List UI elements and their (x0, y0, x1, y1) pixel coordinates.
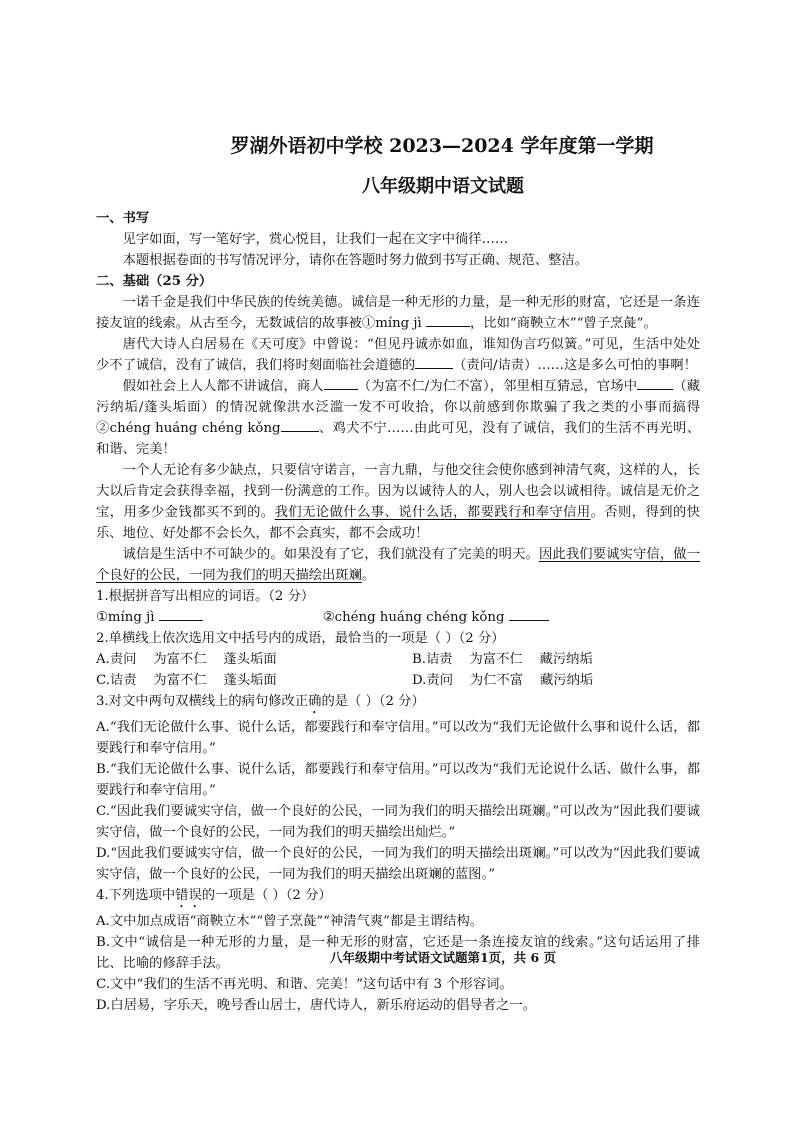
answer-blank[interactable] (281, 418, 319, 432)
passage-text: 诚信是生活中不可缺少的。如果没有了它，我们就没有了完美的明天。 (122, 547, 539, 562)
option-c[interactable]: C.文中“我们的生活不再光明、和谐、完美！”这句话中有 3 个形容词。 (96, 977, 513, 992)
option-d[interactable]: D.责问 为仁不富 藏污纳垢 (412, 673, 594, 688)
passage-text: 、鸡犬不宁……由此可见，没有了诚信，我们的生活不再光明、和谐、完美！ (96, 421, 700, 457)
section-2-heading: 二、基础（25 分） (96, 274, 213, 289)
section-1-para-2: 本题根据卷面的书写情况评分，请你在答题时努力做到书写正确、规范、整洁。 (122, 253, 588, 268)
option-d[interactable]: D.白居易，字乐天，晚号香山居士，唐代诗人，新乐府运动的倡导者之一。 (96, 998, 536, 1013)
passage-para-1 (96, 292, 700, 334)
passage-text: ，比如“商鞅立木”“曾子烹彘”。 (470, 316, 657, 331)
question-text: 3.对文中两句双横线上的病句修改正 (96, 694, 309, 709)
exam-body (96, 208, 700, 1016)
double-underlined-sentence: 因此我们要诚实守信，做一个良好的公民，一同为我们的明天描绘出斑斓 (96, 547, 701, 583)
exam-title: 罗湖外语初中学校 2023—2024 学年度第一学期 (230, 135, 654, 157)
option-c[interactable]: C.“因此我们要诚实守信，做一个良好的公民，一同为我们的明天描绘出斑斓。”可以改为“因此我们要诚实守信，做一个良好的公民，一同为我们的明天描绘出灿烂。” (96, 804, 700, 840)
emphasized-text: 错误 (175, 888, 202, 903)
question-2-options-row-1 (96, 649, 700, 670)
passage-text: 一诺千金是我们中华民族的传统美德。诚信是一种无形的力量，是一种无形的财富，它还是一条连接友谊的线索。从古至今，无数诚信的故事被①míng jì (96, 295, 700, 331)
section-1-para-1: 见字如面，写一笔好字，赏心悦目，让我们一起在文字中徜徉…… (122, 232, 509, 247)
pinyin-label: ①míng jì (96, 610, 155, 625)
answer-blank[interactable] (426, 313, 470, 327)
option-b[interactable]: B.“我们无论做什么事、说什么话，都要践行和奉守信用。”可以改为“我们无论说什么话、做什么事，都要践行和奉守信用。” (96, 762, 700, 798)
passage-para-2 (96, 334, 700, 376)
option-b[interactable]: B.诘责 为富不仁 藏污纳垢 (412, 652, 593, 667)
answer-blank[interactable] (415, 355, 453, 369)
passage-para-3 (96, 376, 700, 460)
question-1-answers (96, 607, 700, 628)
option-a[interactable]: A.“我们无论做什么事、说什么话，都要践行和奉守信用。”可以改为“我们无论做什么事和说什么话，都要践行和奉守信用。” (96, 720, 700, 756)
passage-para-5 (96, 544, 700, 586)
option-a[interactable]: A.文中加点成语“商鞅立木”“曾子烹彘”“神清气爽”都是主谓结构。 (96, 914, 484, 929)
passage-text: （为富不仁/为仁不富），邻里相互猜忌，官场中 (357, 379, 638, 394)
passage-para-4 (96, 460, 700, 544)
page-footer: 八年级期中考试语文试题第1页，共 6 页 (329, 950, 557, 965)
exam-subtitle: 八年级期中语文试题 (362, 176, 524, 197)
question-4-stem (96, 885, 700, 911)
passage-text: 唐代大诗人白居易在《天可度》中曾说：“但见丹诚赤如血，谁知伪言巧似簧。”可见，生活中处处少不了诚信，没有了诚信，我们将时刻面临社会道德的 (96, 337, 700, 373)
question-2-stem: 2.单横线上依次选用文中括号内的成语，最恰当的一项是（ ）（2 分） (96, 631, 505, 646)
answer-blank[interactable] (159, 607, 203, 621)
emphasized-text: 确 (308, 694, 322, 709)
option-c[interactable]: C.诘责 为富不仁 蓬头垢面 (96, 673, 277, 688)
question-text: 的一项是（ ）（2 分） (201, 888, 332, 903)
answer-blank[interactable] (637, 376, 673, 390)
passage-text: 假如社会上人人都不讲诚信，商人 (122, 379, 324, 394)
answer-blank[interactable] (509, 607, 549, 621)
option-d[interactable]: D.“因此我们要诚实守信，做一个良好的公民，一同为我们的明天描绘出斑斓。”可以改为“因此我们要诚实守信，做一个良好的公民，一同为我们的明天描绘出斑斓的蓝图。” (96, 846, 700, 882)
passage-text: （藏污纳垢/蓬头垢面）的情况就像洪水泛滥一发不可收拾，你以前感到你欺骗了我之类的小事而搞得②chéng huáng chéng kǒng (96, 379, 700, 436)
option-a[interactable]: A.责问 为富不仁 蓬头垢面 (96, 652, 277, 667)
passage-text: （责问/诘责）……这是多么可怕的事啊！ (453, 358, 697, 373)
double-underlined-sentence: 我们无论做什么事、说什么话，都要践行和奉守信用 (274, 505, 591, 520)
answer-blank[interactable] (324, 376, 358, 390)
section-1-heading: 一、书写 (96, 211, 150, 226)
option-b[interactable]: B.文中“诚信是一种无形的力量，是一种无形的财富，它还是一条连接友谊的线索。”这句话运用了排比、比喻的修辞手法。 (96, 935, 700, 971)
passage-text: 。 (361, 568, 376, 583)
question-3-stem (96, 691, 700, 717)
question-text: 4.下列选项中 (96, 888, 176, 903)
question-1-stem: 1.根据拼音写出相应的词语。（2 分） (96, 589, 315, 604)
pinyin-label: ②chéng huáng chéng kǒng (322, 610, 505, 625)
passage-text: 一个人无论有多少缺点，只要信守诺言，一言九鼎，与他交往会使你感到神清气爽，这样的人，长大以后肯定会获得幸福，找到一份满意的工作。因为以诚待人的人，别人也会以诚相待。诚信是无价之宝，用多少金钱都买不到的。 (96, 463, 700, 520)
question-2-options-row-2 (96, 670, 700, 691)
question-text: 的是（ ）（2 分） (321, 694, 425, 709)
passage-text: 。否则，得到的快乐、地位、好处都不会长久，都不会真实，都不会成功！ (96, 505, 701, 541)
